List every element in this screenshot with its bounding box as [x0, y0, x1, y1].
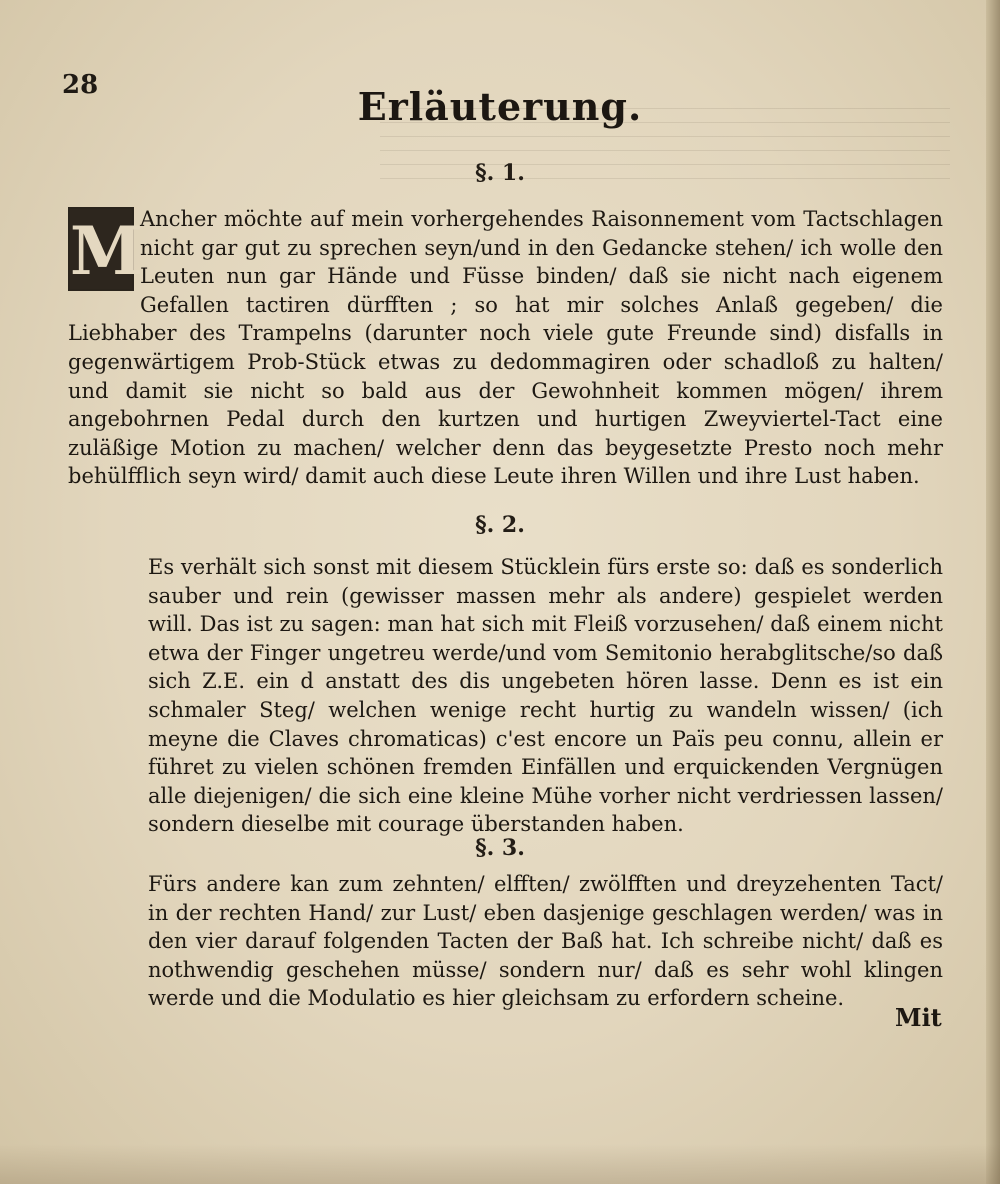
- page-edge-shadow: [986, 0, 1000, 1184]
- section-2-text: Es verhält sich sonst mit diesem Stücklein fürs erste so: daß es sonderlich sauber und rein (gewisser massen mehr als andere) gespielet werden will. Das ist zu sagen: man hat sich mit Fleiß vorzusehen/ daß einem nicht etwa der Finger ungetreu werde/und vom Semitonio herabglitsche/so daß sich Z.E. ein d anstatt des dis ungebeten hören lasse. Denn es ist ein schmaler Steg/ welchen wenige recht hurtig zu wandeln wissen/ (ich meyne die Claves chromaticas) c'est encore un Païs peu connu, allein er führet zu vielen schönen fremden Einfällen und erquickenden Vergnügen alle diejenigen/ die sich eine kleine Mühe vorher nicht verdriessen lassen/ sondern dieselbe mit courage überstanden haben.: [148, 555, 943, 837]
- section-2-paragraph: [68, 553, 943, 839]
- section-1-paragraph: [68, 205, 943, 491]
- catchword: Mit: [895, 1003, 942, 1032]
- section-3-paragraph: [68, 870, 943, 1013]
- section-3-text: Fürs andere kan zum zehnten/ elfften/ zwölfften und dreyzehenten Tact/ in der rechten Hand/ zur Lust/ eben dasjenige geschlagen werden/ was in den vier darauf folgenden Tacten der Baß hat. Ich schreibe nicht/ daß es nothwendig geschehen müsse/ sondern nur/ daß es sehr wohl klingen werde und die Modulatio es hier gleichsam zu erfordern scheine.: [148, 872, 943, 1011]
- section-mark-1: §. 1.: [475, 160, 525, 186]
- decorated-initial: M: [68, 207, 134, 291]
- section-mark-2: §. 2.: [475, 512, 525, 538]
- page-bottom-shadow: [0, 1144, 1000, 1184]
- page-number: 28: [62, 70, 99, 100]
- page-title: Erläuterung.: [357, 84, 643, 129]
- section-mark-3: §. 3.: [475, 835, 525, 861]
- section-1-text: Ancher möchte auf mein vorhergehendes Raisonnement vom Tactschlagen nicht gar gut zu sprechen seyn/und in den Gedancke stehen/ ich wolle den Leuten nun gar Hände und Füsse binden/ daß sie nicht nach eigenem Gefallen tactiren dürfften ; so hat mir solches Anlaß gegeben/ die Liebhaber des Trampelns (darunter noch viele gute Freunde sind) disfalls in gegenwärtigem Prob-Stück etwas zu dedommagiren oder schadloß zu halten/ und damit sie nicht so bald aus der Gewohnheit kommen mögen/ ihrem angebohrnen Pedal durch den kurtzen und hurtigen Zweyviertel-Tact eine zuläßige Motion zu machen/ welcher denn das beygesetzte Presto noch mehr behülfflich seyn wird/ damit auch diese Leute ihren Willen und ihre Lust haben.: [68, 207, 943, 489]
